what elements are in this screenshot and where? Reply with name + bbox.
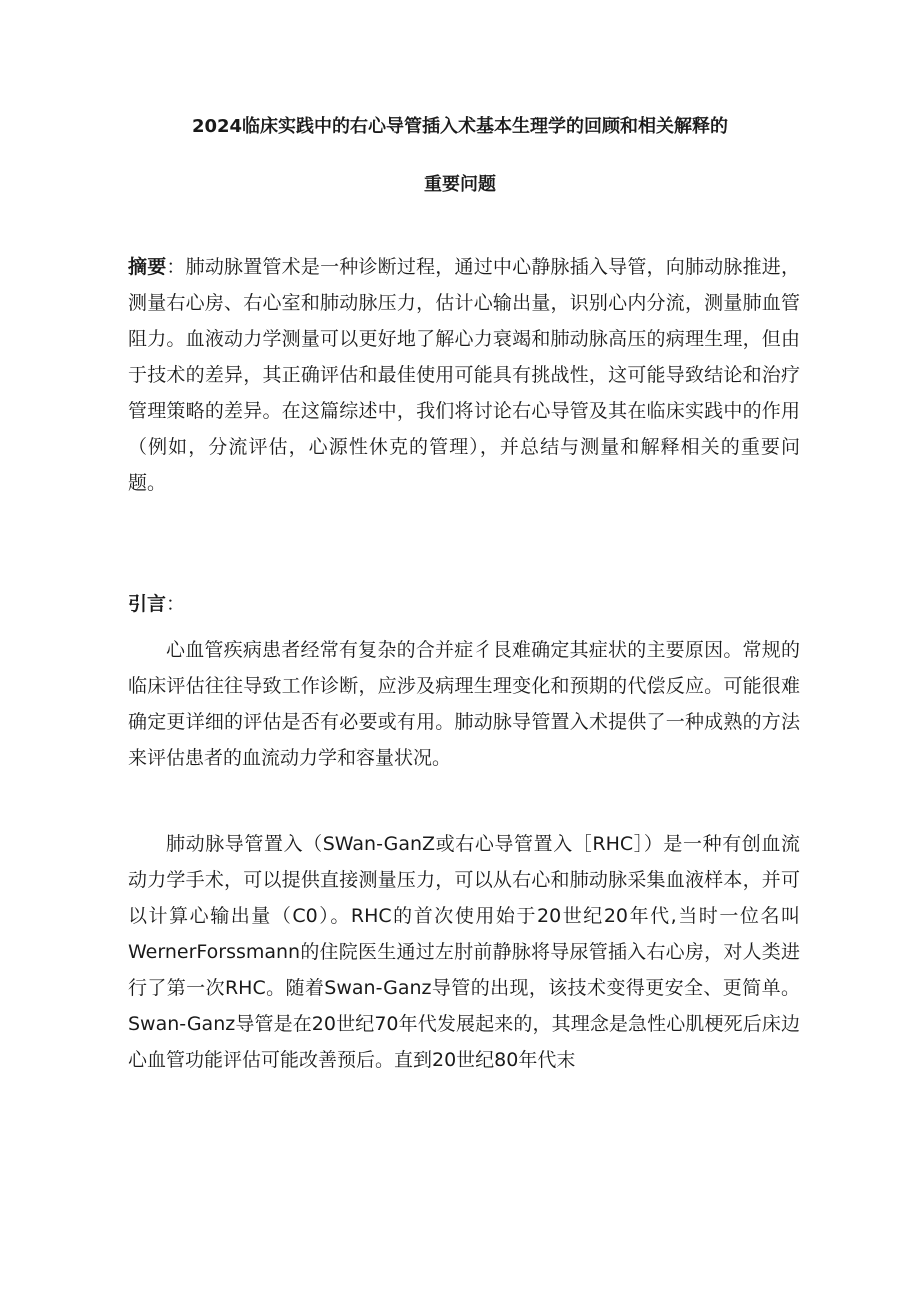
abstract-separator: ： [166, 256, 186, 278]
abstract-text: 肺动脉置管术是一种诊断过程，通过中心静脉插入导管，向肺动脉推进，测量右心房、右心室和肺动脉压力，估计心输出量，识别心内分流，测量肺血管阻力。血液动力学测量可以更好地了解心力衰竭和肺动脉高压的病理生理，但由于技术的差异，其正确评估和最佳使用可能具有挑战性，这可能导致结论和治疗管理策略的差异。在这篇综述中，我们将讨论右心导管及其在临床实践中的作用（例如，分流评估，心源性休克的管理），并总结与测量和解释相关的重要问题。 [128, 256, 800, 494]
abstract-paragraph [128, 249, 800, 501]
abstract-label: 摘要 [128, 256, 167, 278]
intro-label: 引言 [128, 593, 167, 615]
intro-paragraph-1: 心血管疾病患者经常有复杂的合并症彳艮难确定其症状的主要原因。常规的临床评估往往导致工作诊断，应涉及病理生理变化和预期的代偿反应。可能很难确定更详细的评估是否有必要或有用。肺动脉导管置入术提供了一种成熟的方法来评估患者的血流动力学和容量状况。 [128, 639, 800, 769]
intro-heading [128, 586, 185, 622]
document-title-line-2: 重要问题 [424, 174, 496, 195]
intro-paragraph-2: 肺动脉导管置入（SWan-GanZ或右心导管置入［RHC］）是一种有创血流动力学手术，可以提供直接测量压力，可以从右心和肺动脉采集血液样本，并可以计算心输出量（C0）。RHC的首次使用始于20世纪20年代,当时一位名叫WernerForssmann的住院医生通过左肘前静脉将导尿管插入右心房，对人类进行了第一次RHC。随着Swan-Ganz导管的出现，该技术变得更安全、更简单。Swan-Ganz导管是在20世纪70年代发展起来的，其理念是急性心肌梗死后床边心血管功能评估可能改善预后。直到20世纪80年代末 [128, 833, 800, 1071]
intro-separator: ： [166, 593, 186, 615]
document-title-line-1: 2024临床实践中的右心导管插入术基本生理学的回顾和相关解释的 [191, 116, 729, 137]
